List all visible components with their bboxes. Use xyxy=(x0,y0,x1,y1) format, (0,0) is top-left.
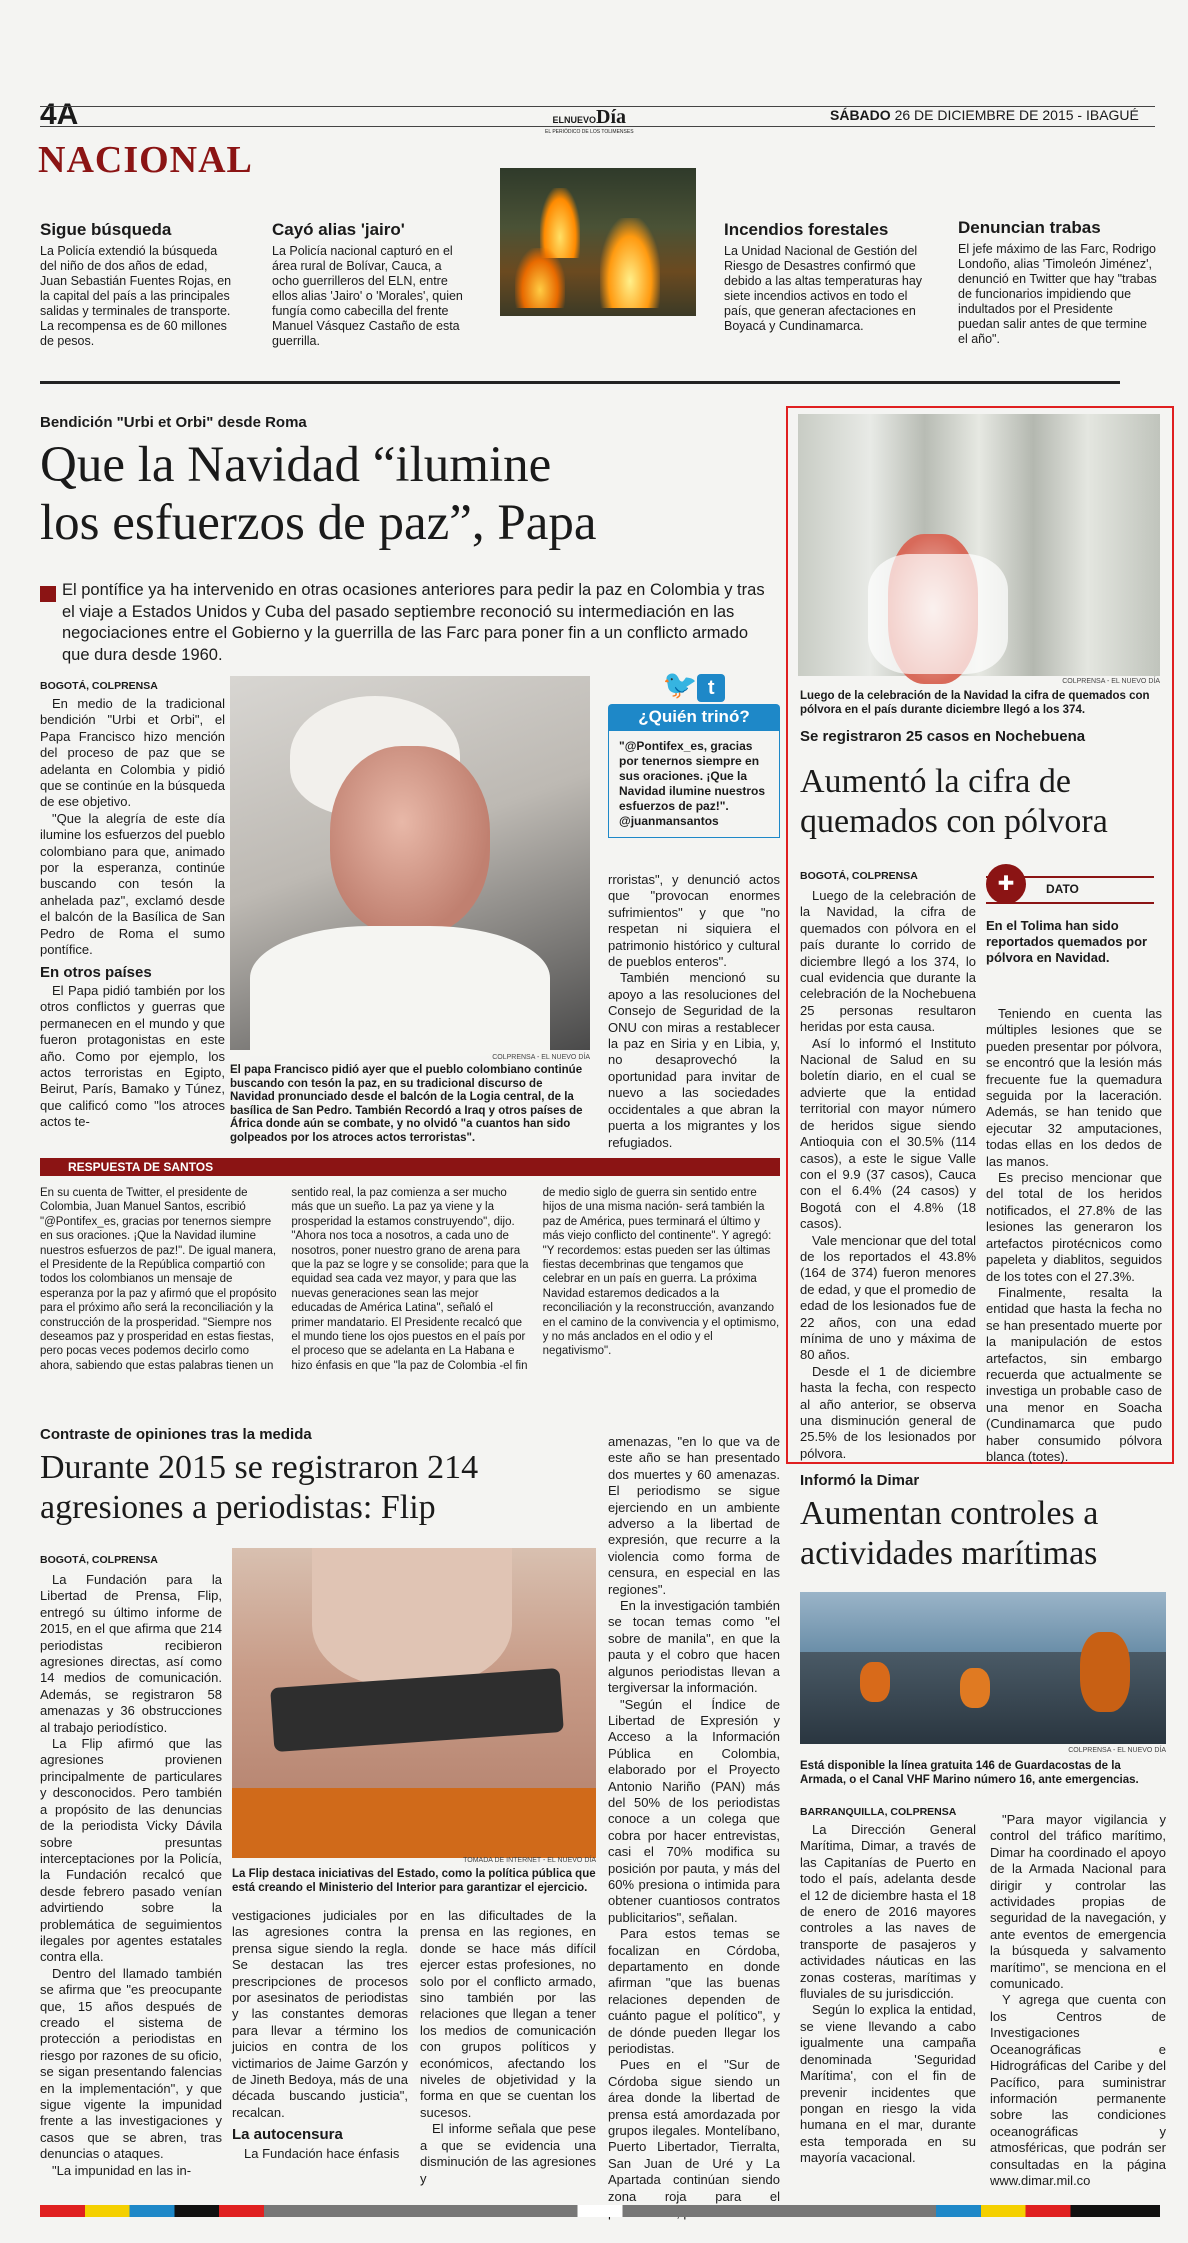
subhead-otros-paises: En otros países xyxy=(40,963,152,981)
polvora-photo xyxy=(798,414,1160,676)
paragraph: "Para mayor vigilancia y control del tráfico marítimo, Dimar ha coordinado el apoyo de la Armada Nacional para dirigir y controlar las actividades propias de seguridad de la navegación, y ante eventos de emergencia la búsqueda y salvamento marítimo", se menciona en el comunicado. xyxy=(990,1812,1166,1992)
brief-text: La Policía extendió la búsqueda del niño de dos años de edad, Juan Sebastián Fuentes Rojas, en la capital del país a las principales salidas y terminales de transporte. La recompensa es de 60 millones de pesos. xyxy=(40,244,232,348)
polvora-headline-line2: quemados con pólvora xyxy=(800,803,1108,840)
dimar-photo-credit: COLPRENSA - EL NUEVO DÍA xyxy=(1068,1747,1166,1754)
main-headline-line2: los esfuerzos de paz”, Papa xyxy=(40,495,597,551)
paragraph: También mencionó su apoyo a las resoluciones del Consejo de Seguridad de la ONU con miras a restablecer la paz en Siria y en Libia, y, no desaprovechó la oportunidad para invitar de nuevo a las sociedades occidentales a que abran la puerta a los migrantes y los refugiados. xyxy=(608,970,780,1150)
paragraph: Y agrega que cuenta con los Centros de Investigaciones Oceanográficas e Hidrográficas del Caribe y del Pacífico, para suministrar información permanente sobre las condiciones oceanográficas y atmosféricas, que podrán ser consultadas en la página www.dimar.mil.co xyxy=(990,1992,1166,2188)
polvora-headline-line1: Aumentó la cifra de xyxy=(800,763,1071,800)
polvora-photo-credit: COLPRENSA - EL NUEVO DÍA xyxy=(1062,678,1160,685)
pope-photo-caption: El papa Francisco pidió ayer que el pueblo colombiano continúe buscando con tesón la paz, en su tradicional discurso de Navidad pronunciado desde el balcón de la Logia central, de la basílica de San Pedro. También Recordó a Iraq y otros países de África donde aún se combate, y no olvidó "a cuantos han sido golpeados por los atroces actos terroristas". xyxy=(230,1064,583,1144)
dato-box xyxy=(986,873,1154,966)
dimar-column-1 xyxy=(800,1822,976,2167)
brief-text: La Policía nacional capturó en el área rural de Bolívar, Cauca, a ocho guerrilleros del ELN, entre ellos alias 'Jairo' o 'Morales', quien fungía como cabecilla del frente Manuel Vásquez Castaño de esta guerrilla. xyxy=(272,244,463,348)
paragraph: Así lo informó el Instituto Nacional de Salud en su boletín diario, en el cual se advierte que la entidad territorial con mayor número de heridos sigue siendo Antioquia con el 30.5% (114 casos), a este le sigue Valle con el 9.9 (37 casos), Cauca con el 6.4% (24 casos) y Bogotá con el 4.8% (18 casos). xyxy=(800,1035,976,1232)
flip-column-3 xyxy=(420,1908,596,2187)
twitter-title: ¿Quién trinó? xyxy=(608,704,780,730)
paragraph: La Flip afirmó que las agresiones provienen principalmente de particulares y desconocidos. Pero también a propósito de las denuncias de la periodista Vicky Dávila sobre presuntas interceptaciones por la Policía, la Fundación recalcó que desde febrero pasado venían advirtiendo sobre la problemática de seguimientos ilegales por agentes estatales contra ella. xyxy=(40,1736,222,1965)
flip-column-1 xyxy=(40,1572,222,2192)
paragraph: La Fundación para la Libertad de Prensa, Flip, entregó su último informe de 2015, en el que afirma que 214 periodistas recibieron agresiones directas, así como 14 medios de comunicación. Además, se registraron 58 amenazas y 36 obstrucciones al trabajo periodístico. xyxy=(40,1572,222,1735)
dimar-headline-line1: Aumentan controles a xyxy=(800,1495,1099,1532)
logo xyxy=(545,106,634,135)
date-day: SÁBADO xyxy=(830,107,891,123)
pope-photo-credit: COLPRENSA - EL NUEVO DÍA xyxy=(492,1054,590,1061)
dimar-kicker: Informó la Dimar xyxy=(800,1472,920,1489)
paragraph: Teniendo en cuenta las múltiples lesiones que se pueden presentar por pólvora, se encontró que la lesión más frecuente fue la quemadura seguida por la laceración. Además, se han tenido que ejecutar 32 amputaciones, todas ellas en los dedos de las manos. xyxy=(986,1006,1162,1169)
paragraph: Según lo explica la entidad, se viene llevando a cabo igualmente una campaña denominada 'Seguridad Marítima', con el fin de prevenir incidentes que pongan en riesgo la vida humana en el mar, durante esta temporada en su mayoría vacacional. xyxy=(800,2002,976,2166)
pope-photo xyxy=(230,676,590,1050)
twitter-logo xyxy=(608,668,780,704)
brief-cayo-alias xyxy=(272,220,472,349)
main-headline xyxy=(40,436,597,552)
brief-denuncian xyxy=(958,218,1158,347)
paragraph: "La impunidad en las in- xyxy=(52,2162,192,2178)
polvora-photo-caption: Luego de la celebración de la Navidad la cifra de quemados con pólvora en el país durante diciembre llegó a los 374. xyxy=(800,690,1150,716)
paragraph: El informe señala que pese a que se evidencia una disminución de las agresiones y xyxy=(420,2121,596,2186)
logo-tagline: EL PERIÓDICO DE LOS TOLIMENSES xyxy=(545,129,634,135)
paragraph: Luego de la celebración de la Navidad, la cifra de quemados con pólvora en el país durante lo corrido de diciembre llegó a los 374, lo cual evidencia que durante la celebración de la Nochebuena 25 personas resultaron heridas por esta causa. xyxy=(800,888,976,1035)
main-kicker: Bendición "Urbi et Orbi" desde Roma xyxy=(40,414,307,431)
twitter-box xyxy=(608,668,780,838)
dimar-column-2 xyxy=(990,1812,1166,2189)
dimar-byline: BARRANQUILLA, COLPRENSA xyxy=(800,1806,957,1818)
paragraph: rroristas", y denunció actos que "provocan enormes sufrimientos" y que "no respetan ni siquiera el patrimonio histórico y cultural de pueblos enteros". xyxy=(608,872,780,970)
dimar-photo xyxy=(800,1592,1166,1744)
main-headline-line1: Que la Navidad “ilumine xyxy=(40,437,552,493)
twitter-square-icon: t xyxy=(697,674,725,702)
main-column-3 xyxy=(608,872,780,1151)
respuesta-title: RESPUESTA DE SANTOS xyxy=(68,1160,214,1174)
flip-photo-credit: TOMADA DE INTERNET - EL NUEVO DÍA xyxy=(463,1857,596,1864)
briefs-divider xyxy=(40,381,1120,384)
main-lead: El pontífice ya ha intervenido en otras ocasiones anteriores para pedir la paz en Colombia y tras el viaje a Estados Unidos y Cuba del pasado septiembre reconoció su intermediación en las negociaciones entre el Gobierno y la guerrilla de las Farc para poner fin a un conflicto armado que dura desde 1960. xyxy=(62,581,765,664)
dimar-headline-line2: actividades marítimas xyxy=(800,1535,1098,1572)
brief-title: Denuncian trabas xyxy=(958,218,1101,237)
paragraph: en las dificultades de la prensa en las regiones, en donde se hace más difícil ejercer estas profesiones, no solo por el conflicto armado, sino también por las relaciones que llegan a tener los medios de comunicación con grupos políticos y económicos, afectando los niveles de objetividad y la forma en que se cuentan los sucesos. xyxy=(420,1908,596,2120)
paragraph: El Papa pidió también por los otros conflictos y guerras que permanecen en el mundo y que fueron protagonistas en este año. Como por ejemplo, los actos terroristas en Egipto, Beirut, París, Bamako y Túnez, que calificó como "los atroces actos te- xyxy=(40,982,225,1130)
main-column-1 xyxy=(40,696,225,1131)
dimar-headline xyxy=(800,1494,1098,1574)
flip-column-2 xyxy=(232,1908,408,2162)
section-title: NACIONAL xyxy=(38,139,253,181)
twitter-bird-icon: 🐦 xyxy=(662,669,698,700)
paragraph: "Según el Índice de Libertad de Expresión y Acceso a la Información Pública en Colombia, elaborado por el Proyecto Antonio Nariño (PAN) más del 50% de los periodistas conoce a un colega que cobra por hacer entrevistas, casi el 70% modifica su posición por pauta, y más del 60% presiona o intimida para obtener cuantiosos contratos publicitarios", señalan. xyxy=(608,1696,780,1925)
respuesta-header xyxy=(40,1158,780,1176)
brief-title: Incendios forestales xyxy=(724,220,889,239)
paragraph: Vale mencionar que del total de los reportados el 43.8% (164 de 374) fueron menores de edad, y que el promedio de edad de los lesionados fue de 22 años, con una edad mínima de uno y máxima de 80 años. xyxy=(800,1232,976,1363)
header-date xyxy=(830,107,1139,123)
polvora-headline xyxy=(800,762,1108,842)
paragraph: amenazas, "en lo que va de este año se han presentado dos muertes y 60 amenazas. El periodismo se sigue ejerciendo en un ambiente adverso a la libertad de expresión, que recurre a la violencia como forma de censura, en especial en las regiones". xyxy=(608,1434,780,1597)
polvora-kicker: Se registraron 25 casos en Nochebuena xyxy=(800,728,1086,745)
paragraph: Desde el 1 de diciembre hasta la fecha, con respecto al año anterior, se observa una disminución general de 25.5% de los lesionados por pólvora. xyxy=(800,1363,976,1461)
dimar-photo-caption: Está disponible la línea gratuita 146 de Guardacostas de la Armada, o el Canal VHF Marino número 16, ante emergencias. xyxy=(800,1760,1139,1786)
twitter-body xyxy=(608,730,780,838)
polvora-byline: BOGOTÁ, COLPRENSA xyxy=(800,870,918,882)
paragraph: Para estos temas se focalizan en Córdoba, departamento en donde afirman "que las buenas relaciones dependen de cuánto pague el político", y de dónde pueden llegar los periodistas. xyxy=(608,1926,780,2057)
flip-column-4 xyxy=(608,1434,780,2204)
flip-headline-line2: agresiones a periodistas: Flip xyxy=(40,1489,436,1526)
logo-prefix: ELNUEVO xyxy=(552,115,597,125)
dato-puzzle-icon: ✚ xyxy=(986,864,1026,904)
respuesta-text: En su cuenta de Twitter, el presidente de Colombia, Juan Manuel Santos, escribió "@Pontifex_es, gracias por tenernos siempre en sus oraciones. ¡Que la Navidad ilumine nuestros esfuerzos de paz!". De igual manera, el Presidente de la República compartió con todos los colombianos un mensaje de esperanza por la paz y afirmó que el propósito para el próximo año será la reconciliación y la construcción de la prosperidad. "Siempre nos deseamos paz y prosperidad en estas fiestas, pero pocas veces podemos decirlo como ahora, sabiendo que estas palabras tienen un sentido real, la paz comienza a ser mucho más que un sueño. La paz ya viene y la prosperidad la estamos construyendo", dijo. "Ahora nos toca a nosotros, a cada uno de nosotros, poner nuestro grano de arena para que la paz se logre y se consolide; para que la equidad sea cada vez mayor, y para que las nuevas generaciones sean las mejor educadas de América Latina", señaló el primer mandatario. El Presidente recalcó que el mundo tiene los ojos puestos en el país por el proceso que se adelanta en La Habana e hizo énfasis en que "la paz de Colombia -el fin de medio siglo de guerra sin sentido entre hijos de una misma nación- será también la paz de América, pues terminará el último y más viejo conflicto del continente". Y agregó: "Y recordemos: estas pueden ser las últimas fiestas decembrinas que tengamos que celebrar en un país en guerra. La próxima Navidad estaremos dedicados a la reconciliación y la reconstrucción, avanzando en el camino de la convivencia y el optimismo, y no más anclados en el odio y el negativismo". xyxy=(40,1187,780,1372)
paragraph: En medio de la tradicional bendición "Urbi et Orbi", el Papa Francisco hizo mención del proceso de paz que se adelanta en Colombia y pidió que se continúe en la búsqueda de ese objetivo. xyxy=(40,696,225,810)
brief-incendios xyxy=(724,220,924,334)
brief-sigue-busqueda xyxy=(40,220,235,349)
brief-text: El jefe máximo de las Farc, Rodrigo Londoño, alias 'Timoleón Jiménez', denunció en Twitter que hay "trabas de funcionarios impidiendo que indultados por el Presidente puedan salir antes de que termine el año". xyxy=(958,242,1157,346)
twitter-quote: "@Pontifex_es, gracias por tenernos siempre en sus oraciones. ¡Que la Navidad ilumine nuestros esfuerzos de paz!". xyxy=(619,739,766,813)
logo-main: Día xyxy=(596,106,627,128)
paragraph: La Dirección General Marítima, Dimar, a través de las Capitanías de Puerto en todo el país, adelanta desde el 12 de diciembre hasta el 18 de enero de 2016 mayores controles a las naves de transporte de pasajeros y actividades náuticas en las zonas costeras, marítimas y fluviales de su jurisdicción. xyxy=(800,1822,976,2002)
flip-headline-line1: Durante 2015 se registraron 214 xyxy=(40,1449,479,1486)
forest-fire-photo xyxy=(500,168,696,316)
main-byline: BOGOTÁ, COLPRENSA xyxy=(40,680,158,692)
flip-photo-caption: La Flip destaca iniciativas del Estado, como la política pública que está creando el Ministerio del Interior para garantizar el ejercicio. xyxy=(232,1868,596,1894)
page-number: 4A xyxy=(40,98,79,131)
paragraph: Pues en el "Sur de Córdoba sigue siendo un área donde la libertad de prensa está amordazada por grupos ilegales. Montelíbano, Puerto Libertador, Tierralta, San Juan de Uré y La Apartada continúan siendo zona roja para el xyxy=(608,2057,780,2204)
paragraph: vestigaciones judiciales por las agresiones contra la prensa sigue siendo la regla. Se destacan las tres prescripciones de procesos por asesinatos de periodistas y las constantes demoras para llevar a término los juicios en contra de los victimarios de Jaime Garzón y de Jineth Bedoya, más de una década buscando justicia", recalcan. xyxy=(232,1908,408,2120)
brief-title: Cayó alias 'jairo' xyxy=(272,220,405,239)
footer-color-bar xyxy=(40,2205,1160,2217)
polvora-column-1 xyxy=(800,888,976,1462)
polvora-column-2 xyxy=(986,1006,1162,1465)
flip-byline: BOGOTÁ, COLPRENSA xyxy=(40,1554,158,1566)
paragraph: Es preciso mencionar que del total de los heridos notificados, el 27.8% de las lesiones las generaron los artefactos pirotécnicos como papeleta y diablitos, seguidos de los totes con el 27.3%. xyxy=(986,1170,1162,1284)
flip-headline xyxy=(40,1448,478,1528)
paragraph: En la investigación también se tocan temas como "el sobre de manila", en que la pauta y el cobro que hacen algunos periodistas llevan a tergiversar la información. xyxy=(608,1598,780,1696)
flip-kicker: Contraste de opiniones tras la medida xyxy=(40,1426,312,1443)
dato-label: DATO xyxy=(1046,882,1079,896)
paragraph: Dentro del llamado también se afirma que "es preocupante que, 15 años después de creado el sistema de protección a periodistas en riesgo por razones de su oficio, se sigan presentando falencias en la implementación", y que sigue vigente la impunidad frente a las investigaciones y casos que se abren, tras denuncias o ataques. xyxy=(40,1965,222,2162)
paragraph: "Que la alegría de este día ilumine los esfuerzos del pueblo colombiano para que, animado por la esperanza, continúe buscando con tesón la anhelada paz", exclamó desde el balcón de la Basílica de San Pedro de Roma el sumo pontífice. xyxy=(40,810,225,958)
brief-text: La Unidad Nacional de Gestión del Riesgo de Desastres confirmó que debido a las altas temperaturas hay siete incendios activos en todo el país, que generan afectaciones en Boyacá y Cundinamarca. xyxy=(724,244,923,333)
flip-photo xyxy=(232,1548,596,1854)
twitter-handle: @juanmansantos xyxy=(619,814,719,828)
date-rest: 26 DE DICIEMBRE DE 2015 - IBAGUÉ xyxy=(894,107,1139,123)
brief-title: Sigue búsqueda xyxy=(40,220,172,239)
dato-text: En el Tolima han sido reportados quemados por pólvora en Navidad. xyxy=(986,918,1148,965)
dato-header xyxy=(986,873,1154,904)
paragraph: Finalmente, resalta la entidad que hasta la fecha no se han presentado muerte por la manipulación de estos artefactos, sin embargo recuerda que actualmente se investiga un probable caso de una menor en Soacha (Cundinamarca que pudo haber consumido pólvora blanca (totes). xyxy=(986,1284,1162,1464)
paragraph: La Fundación hace énfasis xyxy=(244,2145,400,2161)
lead-marker xyxy=(40,586,56,602)
subhead-autocensura: La autocensura xyxy=(232,2126,343,2144)
